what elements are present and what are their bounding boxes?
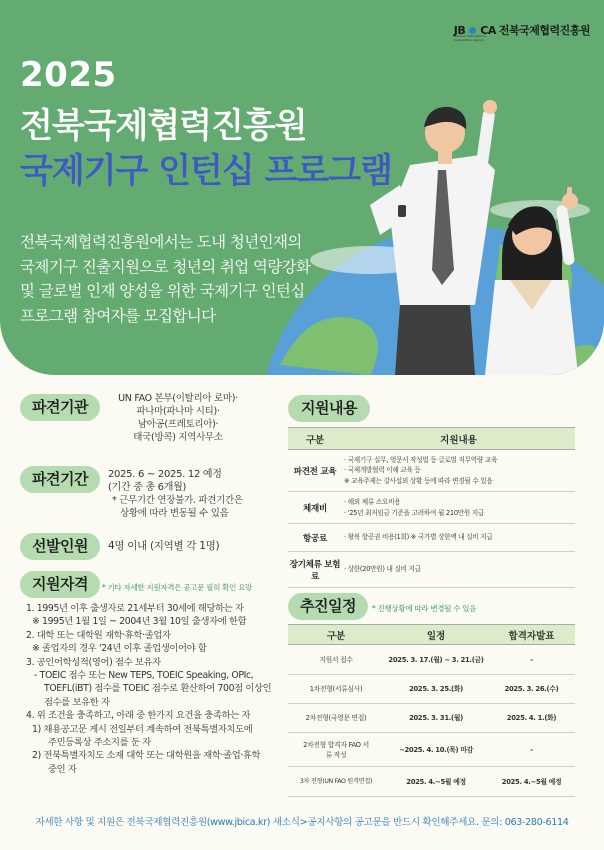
dispatch-org-label: 파견기관 [20, 394, 100, 421]
table-row [288, 524, 575, 552]
qual-line: 1) 채용공고문 게시 전일부터 계속하여 전북특별자치도에 [32, 723, 253, 735]
qual-line: 4. 위 조건을 충족하고, 아래 중 한가지 요건을 충족하는 자 [26, 710, 251, 722]
support-value [342, 450, 575, 492]
schedule-result: 2025. 4.~5월 예정 [488, 767, 575, 797]
dispatch-org-line: UN FAO 본부(이탈리아 로마)· [118, 393, 238, 404]
table-row [288, 645, 575, 675]
logo-brand-a: JB [453, 23, 466, 37]
schedule-result: - [488, 645, 575, 675]
qual-line: TOEFL(iBT) 점수를 TOEIC 점수로 환산하여 700점 이상인 [44, 683, 272, 695]
footer-notice [0, 814, 604, 828]
support-value-line: · 상한(20만원) 내 실비 지급 [344, 565, 421, 574]
schedule-header-cell: 합격자발표 [488, 625, 575, 645]
table-row [288, 492, 575, 524]
qual-line: 중인 자 [48, 763, 77, 775]
schedule-step: 3차 전형(UN FAO 원격면접) [288, 767, 384, 797]
schedule-header-cell: 일정 [384, 625, 488, 645]
globe-people-illustration [240, 95, 604, 375]
dispatch-org-text [108, 392, 248, 444]
schedule-table [288, 624, 575, 797]
logo-globe-icon [469, 27, 476, 34]
intro-line: 전북국제협력진흥원에서는 도내 청년인재의 [20, 233, 302, 251]
footer-text: 자세한 사항 및 지원은 전북국제협력진흥원(www.jbica.kr) 새소식>공지사항의 공고문을 반드시 확인해주세요. [35, 817, 479, 828]
logo-name: 전북국제협력진흥원 [498, 24, 590, 37]
hero-org-title: 전북국제협력진흥원 [20, 106, 307, 146]
logo-brand-b: CA [480, 23, 496, 37]
period-line: 2025. 6 ~ 2025. 12 예정 [108, 469, 222, 480]
hero-year: 2025 [20, 55, 117, 95]
qual-line: 3. 공인어학성적(영어) 점수 보유자 [26, 656, 161, 668]
qualification-note: * 기타 자세한 지원자격은 공고문 필히 확인 요망 [102, 583, 252, 592]
schedule-step: 지원서 접수 [288, 645, 384, 675]
period-line: (기간 중 총 6개월) [108, 482, 187, 493]
support-key: 파견전 교육 [288, 450, 342, 492]
support-header-cell: 구분 [288, 428, 342, 450]
dispatch-org-line: 남아공(프레토리아)· [137, 419, 219, 430]
schedule-step: 1차전형(서류심사) [288, 675, 384, 704]
support-value [342, 524, 575, 552]
support-value-line: · 해외 체류 소요비용 [344, 498, 401, 506]
intro-line: 국제기구 진출지원으로 청년의 취업 역량강화 [20, 257, 311, 276]
recruit-value: 4명 이내 (지역별 각 1명) [108, 540, 220, 552]
schedule-result: 2025. 3. 26.(수) [488, 675, 575, 704]
table-row [288, 450, 575, 492]
support-key: 항공료 [288, 524, 342, 552]
hero-banner [0, 0, 604, 375]
qual-line: 점수를 보유한 자 [44, 696, 110, 708]
period-line: * 근무기간 연장불가. 파견기간은 [112, 495, 243, 506]
dispatch-org-line: 태국(방콕) 지역사무소 [133, 432, 223, 443]
schedule-label: 추진일정 [288, 593, 368, 620]
schedule-step: 2차전형(국영문 면접) [288, 704, 384, 733]
recruit-label: 선발인원 [20, 533, 100, 560]
support-label: 지원내용 [288, 395, 370, 422]
hero-program-title: 국제기구 인턴십 프로그램 [20, 151, 392, 191]
table-row [288, 733, 575, 767]
support-header-row [288, 428, 575, 450]
schedule-result: - [488, 733, 575, 767]
dispatch-period-label: 파견기간 [20, 466, 100, 493]
table-row [288, 767, 575, 797]
support-key: 체재비 [288, 492, 342, 524]
intro-line: 및 글로벌 인재 양성을 위한 국제기구 인턴십 [20, 282, 305, 300]
table-row [288, 552, 575, 588]
qualification-label: 지원자격 [20, 571, 100, 598]
support-value-line: ※ 교육주제는 강사섭외 상황 등에 따라 변경될 수 있음 [344, 476, 493, 485]
schedule-step: 2차전형 합격자 FAO 서류 작성 [288, 733, 384, 767]
schedule-date: ~2025. 4. 10.(목) 마감 [384, 733, 488, 767]
schedule-date: 2025. 4.~5월 예정 [384, 767, 488, 797]
support-key: 장기체류 보험료 [288, 552, 342, 588]
dispatch-org-line: 파나마(파나마 시티)· [136, 406, 220, 417]
schedule-date: 2025. 3. 31.(월) [384, 704, 488, 733]
support-header-cell: 지원내용 [342, 428, 575, 450]
table-row [288, 675, 575, 704]
qual-line: - TOEIC 점수 또는 New TEPS, TOEIC Speaking, OPIc, [34, 670, 254, 682]
support-value [342, 552, 575, 588]
qualification-list [26, 602, 288, 776]
qual-line: ※ 1995년 1월 1일 ~ 2004년 3월 10일 출생자에 한함 [32, 616, 247, 628]
support-value-line: · 국제개발협력 이해 교육 등 [344, 466, 421, 475]
schedule-date: 2025. 3. 17.(월) ~ 3. 21.(금) [384, 645, 488, 675]
table-row [288, 704, 575, 733]
support-value [342, 492, 575, 524]
qual-line: 주민등록상 주소지를 둔 자 [48, 737, 151, 749]
footer-phone: 문의: 063-280-6114 [481, 817, 569, 828]
intro-line: 프로그램 참여자를 모집합니다 [20, 306, 216, 325]
schedule-header-cell: 구분 [288, 625, 384, 645]
schedule-header-row [288, 625, 575, 645]
period-line: 상황에 따라 변동될 수 있음 [120, 508, 229, 519]
jbica-logo [453, 22, 590, 42]
qual-line: 2) 전북특별자치도 소재 대학 또는 대학원을 재학·졸업·휴학 [32, 750, 261, 762]
support-table [288, 427, 575, 588]
dispatch-period-text [108, 468, 278, 520]
qual-line: 1. 1995년 이후 출생자로 21세부터 30세에 해당하는 자 [26, 603, 244, 614]
schedule-date: 2025. 3. 25.(화) [384, 675, 488, 704]
support-value-line: · 왕복 항공권 비용(1회) ※ 국가별 상한액 내 실비 지급 [344, 533, 493, 542]
schedule-note: * 진행상황에 따라 변경될 수 있음 [372, 604, 477, 613]
schedule-result: 2025. 4. 1.(화) [488, 704, 575, 733]
support-value-line: · 국제기구 실무, 영문서 작성법 등 글로벌 직무역량 교육 [344, 455, 498, 464]
logo-sub: Jeonbuk International Cooperation Agency [453, 34, 486, 42]
qual-line: 2. 대학 또는 대학원 재학·휴학·졸업자 [26, 629, 171, 641]
support-value-line: · '25년 최저임금 기준을 고려하여 월 210만원 지급 [344, 508, 485, 517]
qual-line: ※ 졸업자의 경우 '24년 이후 졸업생이어야 함 [32, 643, 207, 655]
